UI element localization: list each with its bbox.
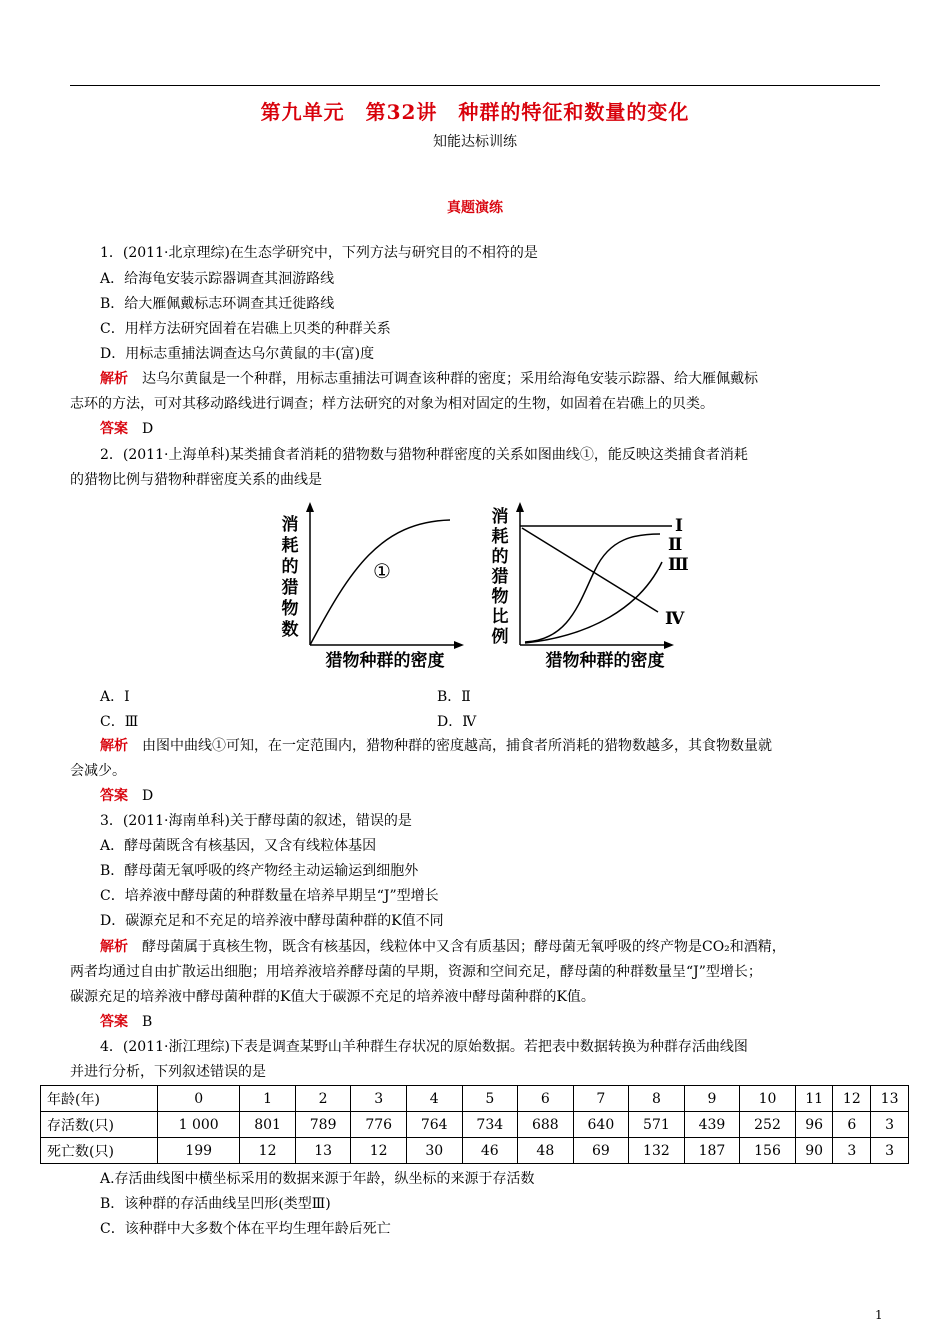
table-cell: 640: [573, 1112, 629, 1138]
answer-label: 答案: [100, 421, 128, 437]
left-ylabel-char: 数: [281, 620, 299, 640]
table-cell: 12: [833, 1086, 871, 1112]
q1-stem: 1．(2011·北京理综)在生态学研究中，下列方法与研究目的不相符的是: [100, 245, 538, 261]
page-number: 1: [875, 1308, 883, 1322]
table-cell: 571: [629, 1112, 685, 1138]
q4-data-table: [40, 1085, 909, 1164]
q1-option-c: C．用样方法研究固着在岩礁上贝类的种群关系: [100, 321, 391, 337]
table-cell: 734: [462, 1112, 518, 1138]
q3-analysis-line-1: 酵母菌属于真核生物，既含有核基因，线粒体中又含有质基因；酵母菌无氧呼吸的终产物是CO₂和酒精，: [142, 939, 786, 955]
table-cell: 0: [158, 1086, 240, 1112]
q2-analysis: [100, 737, 772, 755]
q2-stem-line-2: 的猎物比例与猎物种群密度关系的曲线是: [70, 472, 322, 488]
right-ylabel-char: 猎: [491, 567, 509, 587]
right-ylabel-char: 物: [491, 587, 509, 607]
table-cell: 3: [871, 1138, 909, 1164]
section-heading: 真题演练: [447, 200, 503, 216]
table-cell: 2: [295, 1086, 351, 1112]
q1-option-b: B．给大雁佩戴标志环调查其迁徙路线: [100, 296, 335, 312]
q3-analysis-line-2: 两者均通过自由扩散运出细胞；用培养液培养酵母菌的早期，资源和空间充足，酵母菌的种群数量呈“J”型增长；: [70, 964, 762, 980]
table-cell: 8: [629, 1086, 685, 1112]
q1-analysis: [100, 370, 758, 388]
table-cell: 776: [351, 1112, 407, 1138]
q1-answer-value: D: [142, 421, 154, 437]
q2-answer: [100, 787, 153, 805]
q2-option-b: B．Ⅱ: [437, 689, 471, 705]
answer-label: 答案: [100, 788, 128, 804]
analysis-label: 解析: [100, 738, 128, 754]
right-ylabel-char: 耗: [491, 527, 509, 547]
q1-option-d: D．用标志重捕法调查达乌尔黄鼠的丰(富)度: [100, 346, 375, 362]
table-cell: 69: [573, 1138, 629, 1164]
table-cell: 12: [351, 1138, 407, 1164]
q2-option-d: D．Ⅳ: [437, 714, 477, 730]
q2-stem-line-1: 2．(2011·上海单科)某类捕食者消耗的猎物数与猎物种群密度的关系如图曲线①，能反映这类捕食者消耗: [100, 447, 748, 463]
table-cell: 6: [518, 1086, 574, 1112]
q4-option-b: B．该种群的存活曲线呈凹形(类型Ⅲ): [100, 1196, 331, 1212]
q3-analysis: [100, 938, 786, 956]
q1-analysis-line-1: 达乌尔黄鼠是一个种群，用标志重捕法可调查该种群的密度；采用给海龟安装示踪器、给大雁佩戴标: [142, 371, 758, 387]
table-cell: 10: [740, 1086, 796, 1112]
right-ylabel-char: 消: [491, 507, 509, 527]
table-row-header: 死亡数(只): [41, 1138, 158, 1164]
q4-option-c: C．该种群中大多数个体在平均生理年龄后死亡: [100, 1221, 391, 1237]
left-ylabel-char: 物: [281, 599, 299, 619]
table-cell: 199: [158, 1138, 240, 1164]
table-cell: 30: [406, 1138, 462, 1164]
left-x-arrow: [454, 641, 464, 649]
left-ylabel-char: 消: [281, 515, 299, 535]
table-cell: 801: [240, 1112, 296, 1138]
q3-analysis-line-3: 碳源充足的培养液中酵母菌种群的K值大于碳源不充足的培养液中酵母菌种群的K值。: [70, 989, 595, 1005]
table-row: [41, 1112, 909, 1138]
curve-IV: [522, 528, 658, 612]
page-subtitle: 知能达标训练: [433, 134, 517, 150]
table-cell: 132: [629, 1138, 685, 1164]
left-xlabel: 猎物种群的密度: [325, 651, 445, 671]
table-row: [41, 1138, 909, 1164]
q3-option-c: C．培养液中酵母菌的种群数量在培养早期呈“J”型增长: [100, 888, 439, 904]
right-ylabel-char: 的: [491, 547, 509, 567]
right-ylabel-char: 比: [491, 607, 509, 627]
table-cell: 9: [684, 1086, 740, 1112]
q1-analysis-line-2: 志环的方法，可对其移动路线进行调查；样方法研究的对象为相对固定的生物，如固着在岩礁上的贝类。: [70, 396, 714, 412]
table-cell: 90: [795, 1138, 833, 1164]
table-cell: 187: [684, 1138, 740, 1164]
table-cell: 789: [295, 1112, 351, 1138]
table-cell: 11: [795, 1086, 833, 1112]
table-cell: 252: [740, 1112, 796, 1138]
table-cell: 7: [573, 1086, 629, 1112]
table-cell: 46: [462, 1138, 518, 1164]
q3-option-d: D．碳源充足和不充足的培养液中酵母菌种群的K值不同: [100, 913, 444, 929]
right-xlabel: 猎物种群的密度: [545, 651, 665, 671]
table-cell: 5: [462, 1086, 518, 1112]
q3-stem: 3．(2011·海南单科)关于酵母菌的叙述，错误的是: [100, 813, 412, 829]
q3-answer-value: B: [142, 1014, 153, 1030]
header-rule: [70, 85, 880, 86]
table-row-header: 年龄(年): [41, 1086, 158, 1112]
table-cell: 13: [295, 1138, 351, 1164]
q3-option-a: A．酵母菌既含有核基因，又含有线粒体基因: [100, 838, 377, 854]
table-cell: 4: [406, 1086, 462, 1112]
table-cell: 12: [240, 1138, 296, 1164]
curve-I-label: Ⅰ: [675, 516, 683, 536]
table-cell: 96: [795, 1112, 833, 1138]
curve-IV-label: Ⅳ: [665, 609, 685, 629]
answer-label: 答案: [100, 1014, 128, 1030]
q1-answer: [100, 420, 153, 438]
table-cell: 439: [684, 1112, 740, 1138]
q3-option-b: B．酵母菌无氧呼吸的终产物经主动运输运到细胞外: [100, 863, 419, 879]
right-ylabel-char: 例: [491, 627, 509, 647]
table-cell: 1: [240, 1086, 296, 1112]
table-cell: 764: [406, 1112, 462, 1138]
analysis-label: 解析: [100, 939, 128, 955]
left-ylabel-char: 的: [281, 557, 299, 577]
q4-stem-line-2: 并进行分析，下列叙述错误的是: [70, 1064, 266, 1080]
q2-analysis-line-1: 由图中曲线①可知，在一定范围内，猎物种群的密度越高，捕食者所消耗的猎物数越多，其食物数量就: [142, 738, 772, 754]
table-cell: 13: [871, 1086, 909, 1112]
q2-option-a: A．Ⅰ: [100, 689, 130, 705]
table-row: [41, 1086, 909, 1112]
q4-stem-line-1: 4．(2011·浙江理综)下表是调查某野山羊种群生存状况的原始数据。若把表中数据转换为种群存活曲线图: [100, 1039, 748, 1055]
q2-option-c: C．Ⅲ: [100, 714, 139, 730]
left-ylabel-char: 猎: [281, 578, 299, 598]
analysis-label: 解析: [100, 371, 128, 387]
page-title: 第九单元 第32讲 种群的特征和数量的变化: [260, 100, 690, 124]
curve-III-label: Ⅲ: [668, 555, 689, 575]
left-curve-label: ①: [373, 559, 391, 583]
table-cell: 1 000: [158, 1112, 240, 1138]
curve-II-label: Ⅱ: [668, 535, 683, 555]
table-cell: 48: [518, 1138, 574, 1164]
right-y-arrow: [516, 502, 524, 512]
table-cell: 3: [351, 1086, 407, 1112]
table-cell: 3: [833, 1138, 871, 1164]
table-cell: 6: [833, 1112, 871, 1138]
left-ylabel-char: 耗: [281, 536, 299, 556]
table-cell: 156: [740, 1138, 796, 1164]
table-cell: 3: [871, 1112, 909, 1138]
q1-option-a: A．给海龟安装示踪器调查其洄游路线: [100, 271, 335, 287]
q4-option-a: A.存活曲线图中横坐标采用的数据来源于年龄，纵坐标的来源于存活数: [100, 1171, 535, 1187]
q2-analysis-line-2: 会减少。: [70, 763, 126, 779]
right-x-arrow: [664, 641, 674, 649]
table-cell: 688: [518, 1112, 574, 1138]
table-row-header: 存活数(只): [41, 1112, 158, 1138]
q2-answer-value: D: [142, 788, 154, 804]
q2-figure: [270, 500, 690, 680]
left-y-arrow: [306, 502, 314, 512]
q3-answer: [100, 1013, 152, 1031]
